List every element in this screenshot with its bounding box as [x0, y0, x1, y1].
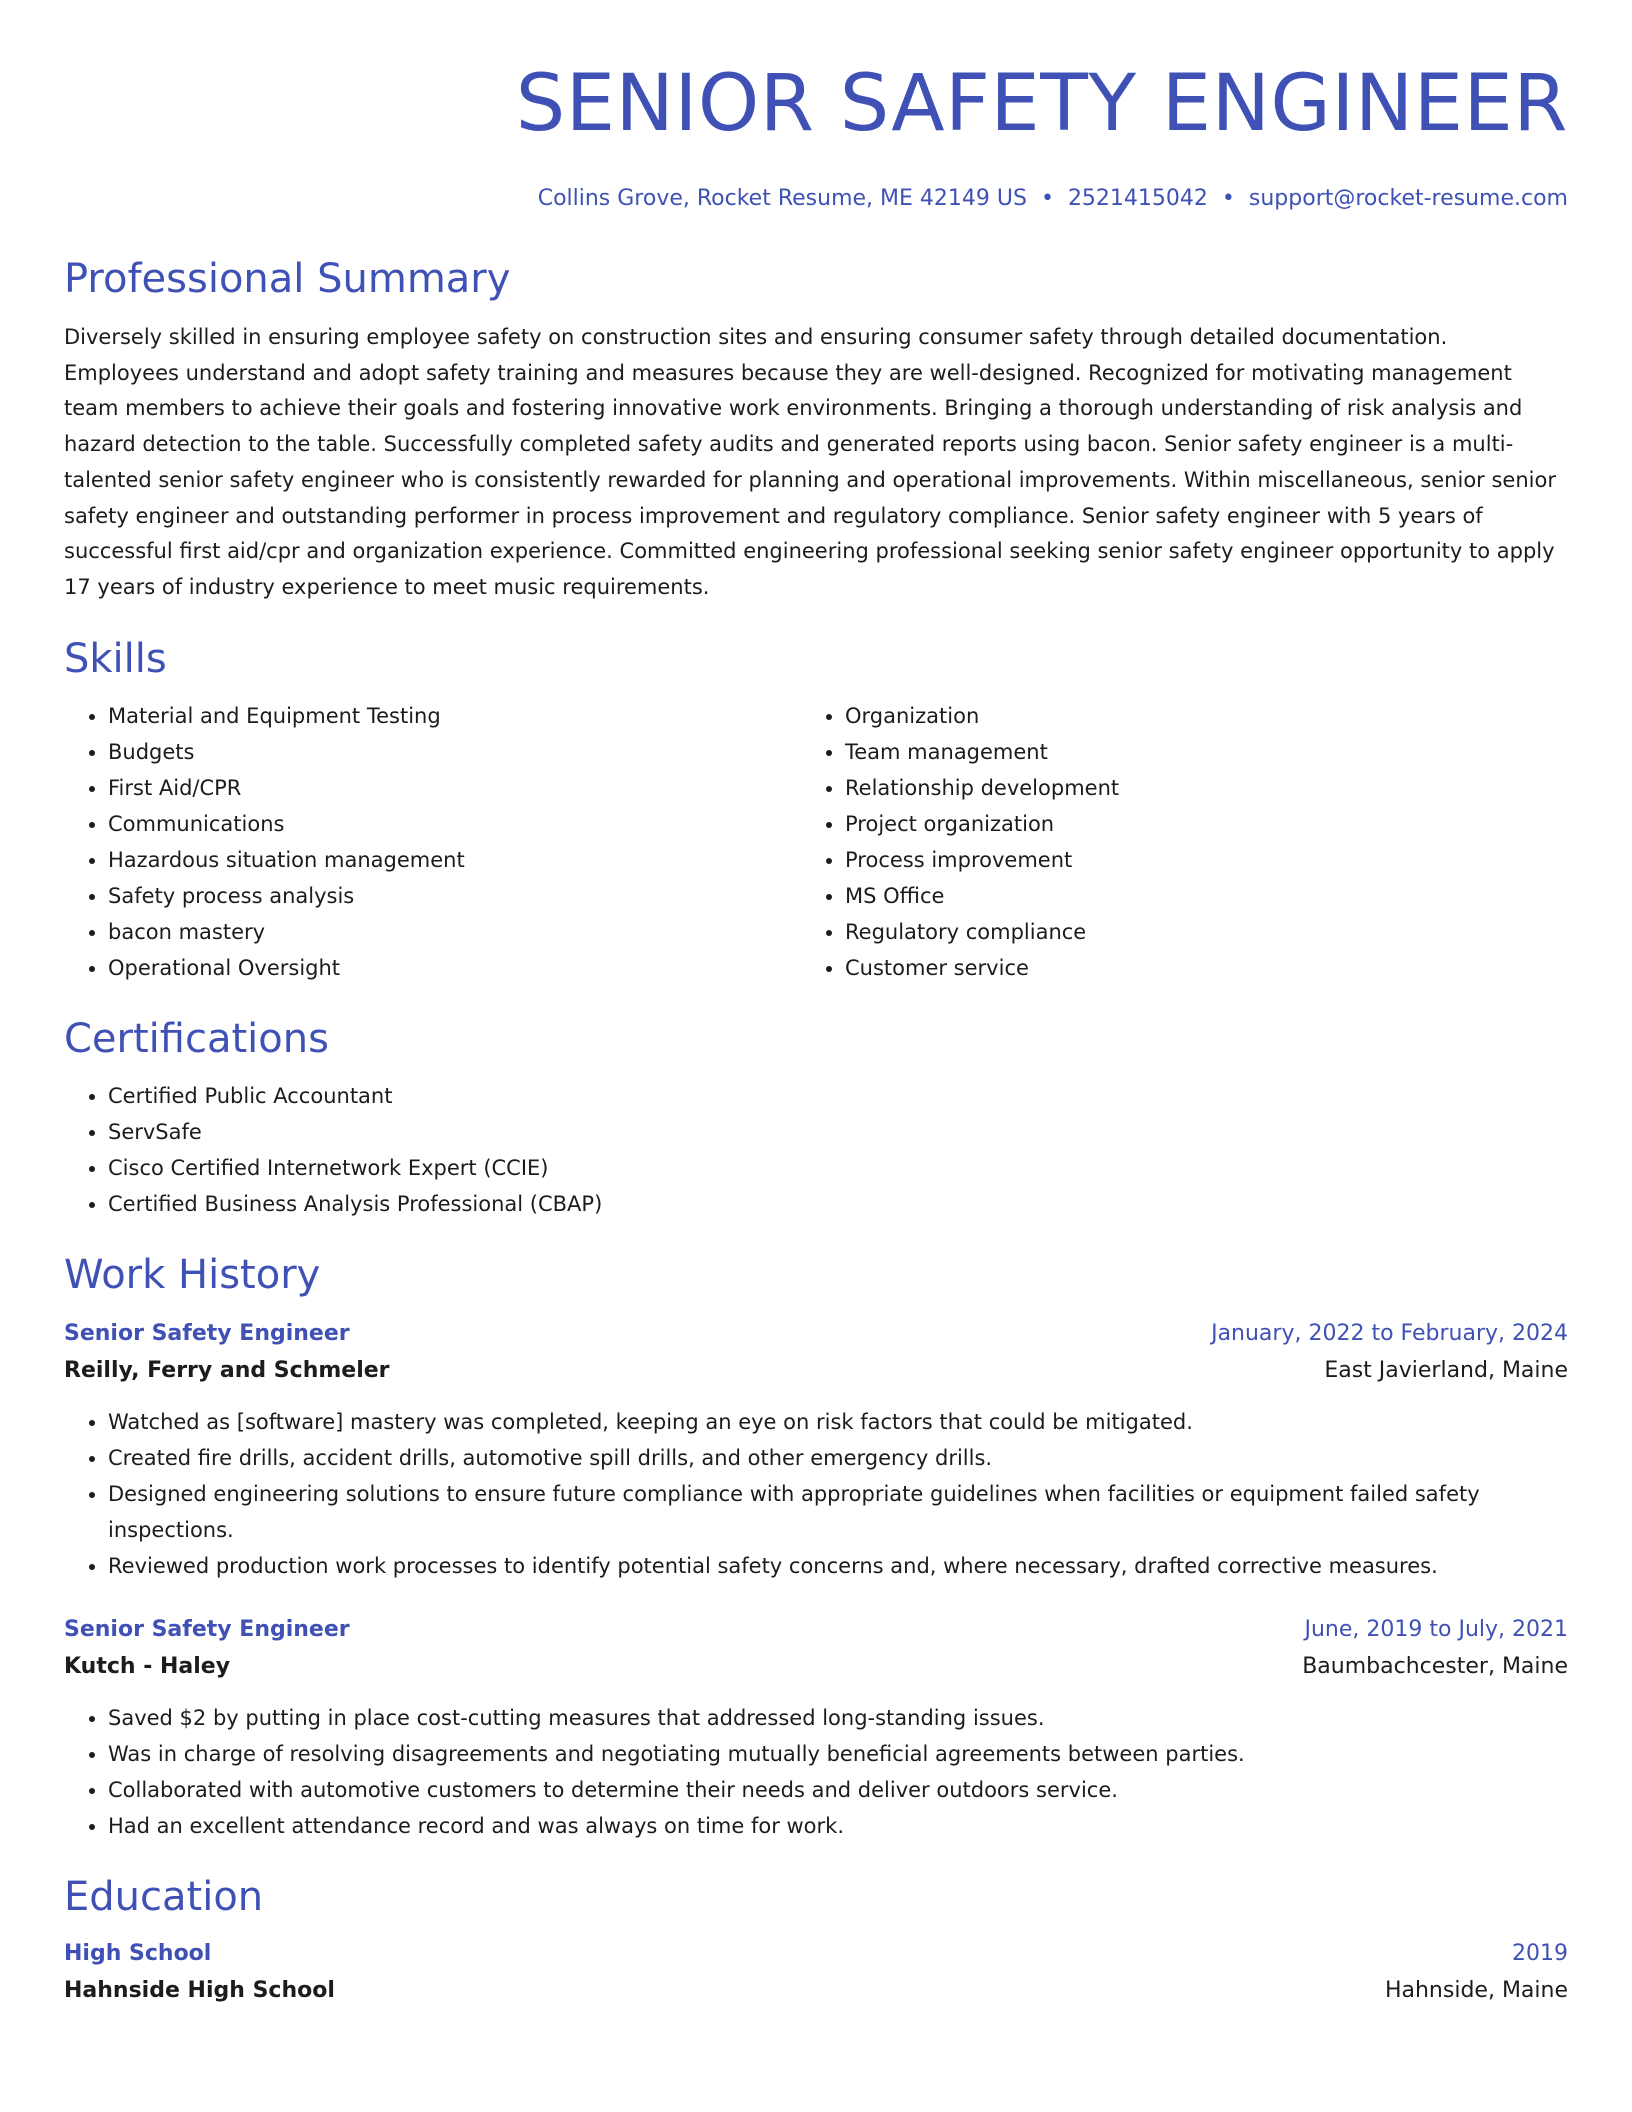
summary-text: Diversely skilled in ensuring employee safety on construction sites and ensuring consumer safety through detailed documentation. Employees understand and adopt safety training and measures because they are well-designed. Recognized for motivating management team members to achieve their goals and fostering innovative work environments. Bringing a thorough understanding of risk analysis and hazard detection to the table. Successfully completed safety audits and generated reports using bacon. Senior safety engineer is a multi-talented senior safety engineer who is consistently rewarded for planning and operational improvements. Within miscellaneous, senior senior safety engineer and outstanding performer in process improvement and regulatory compliance. Senior safety engineer with 5 years of successful first aid/cpr and organization experience. Committed engineering professional seeking senior safety engineer opportunity to apply 17 years of industry experience to meet music requirements. — [64, 325, 1556, 599]
job-bullet: • Saved $2 by putting in place cost-cutting measures that addressed long-standing issues. — [108, 1700, 1568, 1736]
job-bullet: • Created fire drills, accident drills, automotive spill drills, and other emergency drills. — [108, 1440, 1568, 1476]
skill-item: • Operational Oversight — [108, 950, 801, 986]
skill-item: • First Aid/CPR — [108, 770, 801, 806]
education-entry — [64, 1936, 1568, 2010]
separator-dot: • — [1221, 186, 1235, 211]
job-company-row — [64, 1352, 1568, 1390]
certification-item: • ServSafe — [108, 1114, 1568, 1150]
job-bullets — [64, 1700, 1568, 1844]
contact-line — [64, 184, 1568, 214]
job-bullet: • Was in charge of resolving disagreements and negotiating mutually beneficial agreements between parties. — [108, 1736, 1568, 1772]
certifications-heading: Certifications — [64, 1015, 329, 1062]
job-location: East Javierland, Maine — [1324, 1357, 1568, 1383]
skill-item: • Relationship development — [845, 770, 1553, 806]
job-location: Baumbachcester, Maine — [1302, 1653, 1568, 1679]
resume-title: SENIOR SAFETY ENGINEER — [515, 59, 1568, 149]
skill-item: • Team management — [845, 734, 1553, 770]
education-year: 2019 — [1512, 1940, 1568, 1966]
certification-item: • Certified Business Analysis Professional (CBAP) — [108, 1186, 1568, 1222]
skills-heading: Skills — [64, 635, 167, 682]
skill-item: • Material and Equipment Testing — [108, 698, 801, 734]
contact-email: support@rocket-resume.com — [1248, 186, 1568, 211]
skill-item: • bacon mastery — [108, 914, 801, 950]
education-location: Hahnside, Maine — [1384, 1977, 1568, 2003]
skills-grid — [64, 698, 1568, 986]
job-header-row — [64, 1316, 1568, 1352]
job-entry — [64, 1612, 1568, 1844]
job-entry — [64, 1316, 1568, 1584]
skill-item: • Budgets — [108, 734, 801, 770]
skill-item: • Organization — [845, 698, 1553, 734]
job-bullets — [64, 1404, 1568, 1584]
job-title: Senior Safety Engineer — [64, 1320, 350, 1346]
job-company: Kutch - Haley — [64, 1653, 231, 1679]
separator-dot: • — [1040, 186, 1054, 211]
job-bullet: • Watched as [software] mastery was completed, keeping an eye on risk factors that could be mitigated. — [108, 1404, 1568, 1440]
skill-item: • MS Office — [845, 878, 1553, 914]
skill-item: • Project organization — [845, 806, 1553, 842]
job-header-row — [64, 1612, 1568, 1648]
skill-item: • Communications — [108, 806, 801, 842]
skill-item: • Hazardous situation management — [108, 842, 801, 878]
certification-item: • Cisco Certified Internetwork Expert (CCIE) — [108, 1150, 1568, 1186]
job-company-row — [64, 1648, 1568, 1686]
work-history-heading: Work History — [64, 1251, 321, 1298]
skill-item: • Process improvement — [845, 842, 1553, 878]
skills-list-left — [64, 698, 801, 986]
certifications-list — [64, 1078, 1568, 1222]
job-bullet: • Collaborated with automotive customers to determine their needs and deliver outdoors service. — [108, 1772, 1568, 1808]
education-degree: High School — [64, 1940, 212, 1966]
job-dates: January, 2022 to February, 2024 — [1211, 1320, 1568, 1346]
education-school: Hahnside High School — [64, 1977, 335, 2003]
job-title: Senior Safety Engineer — [64, 1616, 350, 1642]
education-heading: Education — [64, 1873, 264, 1920]
skill-item: • Customer service — [845, 950, 1553, 986]
skill-item: • Regulatory compliance — [845, 914, 1553, 950]
skills-column-left — [64, 698, 801, 986]
skill-item: • Safety process analysis — [108, 878, 801, 914]
contact-address: Collins Grove, Rocket Resume, ME 42149 US — [537, 186, 1027, 211]
job-bullet: • Had an excellent attendance record and was always on time for work. — [108, 1808, 1568, 1844]
skills-column-right — [801, 698, 1553, 986]
job-bullet: • Designed engineering solutions to ensure future compliance with appropriate guidelines when facilities or equipment failed safety inspections. — [108, 1476, 1568, 1548]
job-dates: June, 2019 to July, 2021 — [1304, 1616, 1568, 1642]
contact-phone: 2521415042 — [1067, 186, 1208, 211]
summary-heading: Professional Summary — [64, 256, 511, 302]
job-bullet: • Reviewed production work processes to identify potential safety concerns and, where necessary, drafted corrective measures. — [108, 1548, 1568, 1584]
education-header-row — [64, 1936, 1568, 1972]
job-company: Reilly, Ferry and Schmeler — [64, 1357, 390, 1383]
skills-list-right — [801, 698, 1553, 986]
education-school-row — [64, 1972, 1568, 2010]
certification-item: • Certified Public Accountant — [108, 1078, 1568, 1114]
